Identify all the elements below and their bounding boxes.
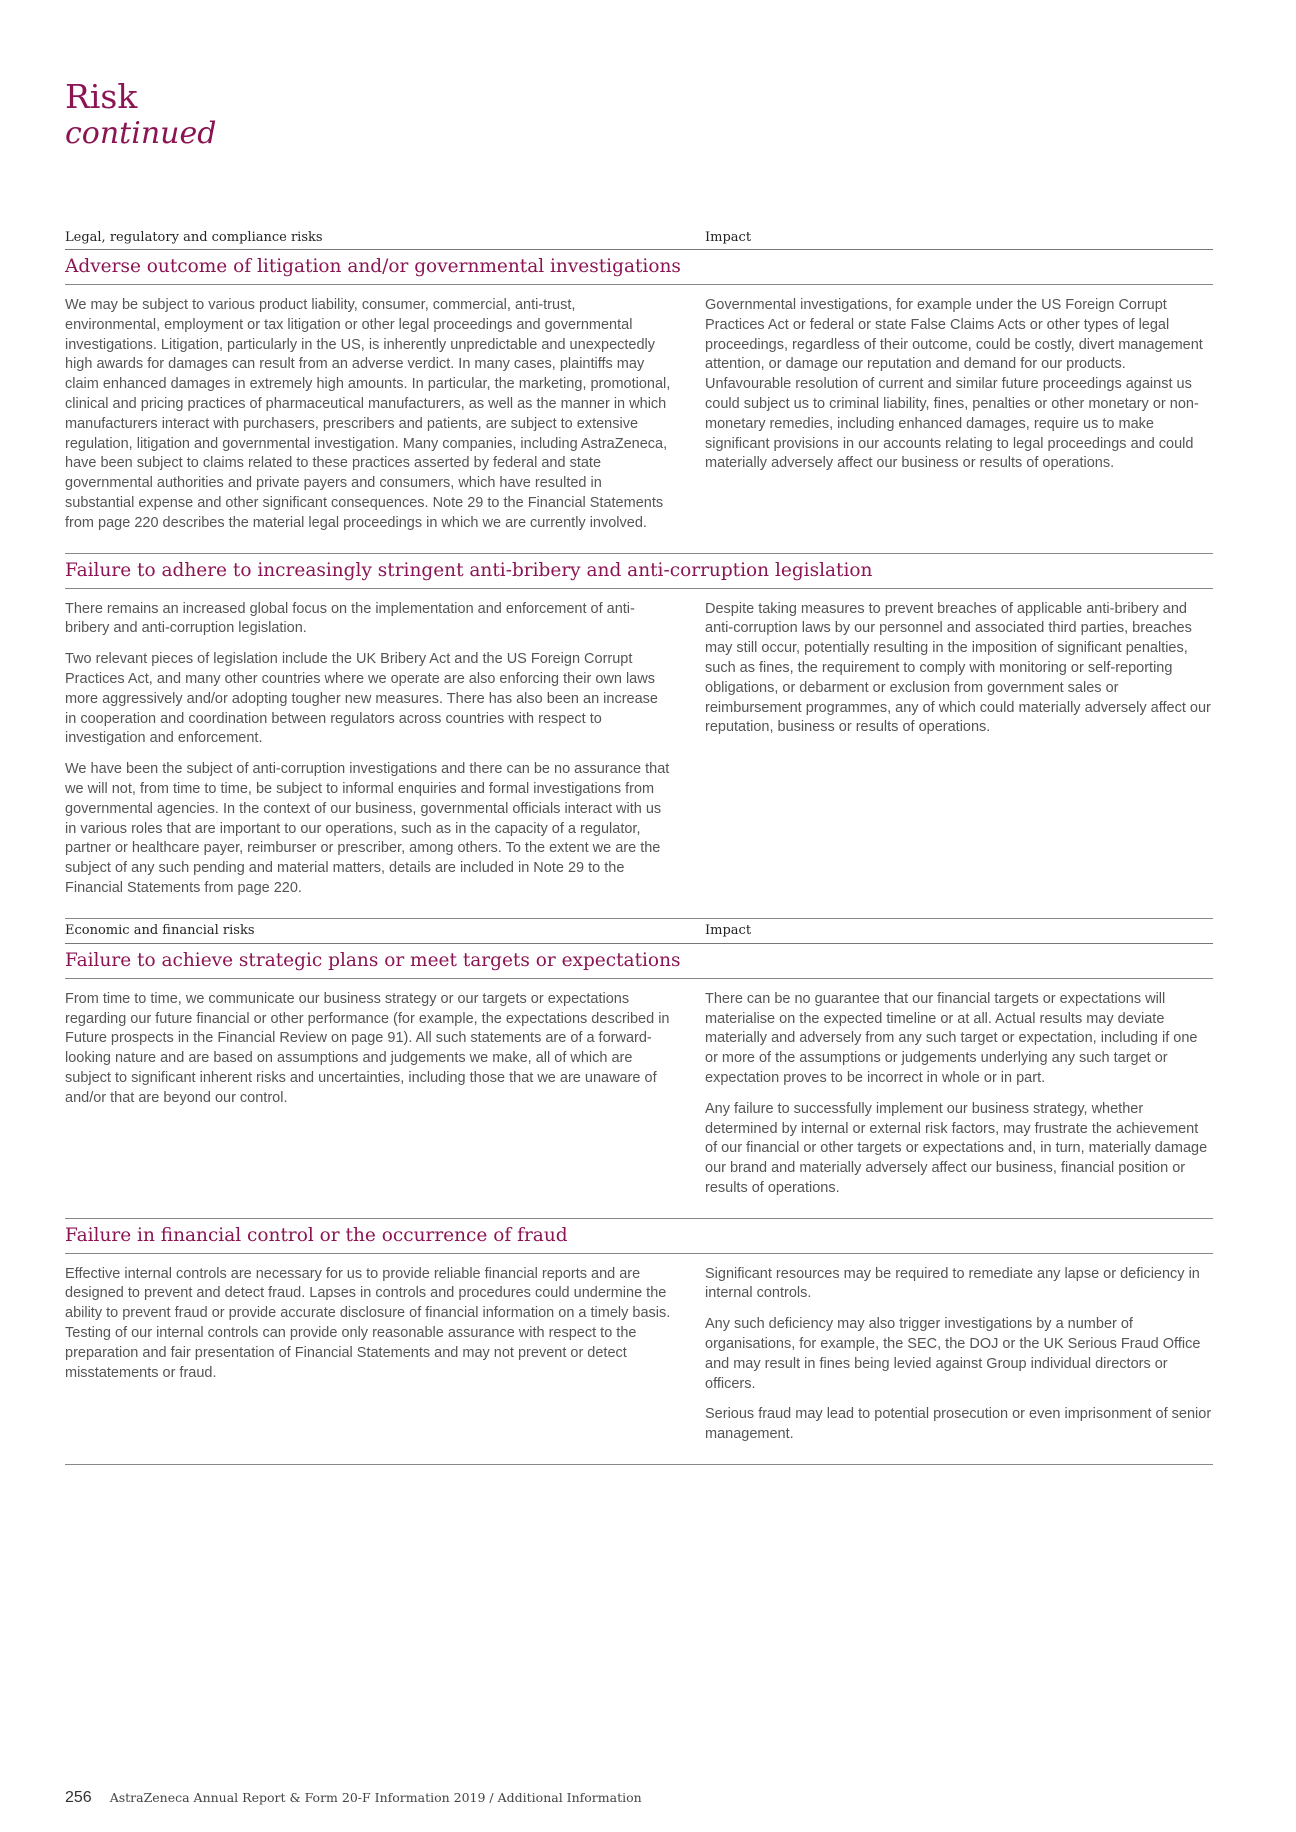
- page-footer: [65, 1789, 642, 1807]
- paragraph: Any such deficiency may also trigger investigations by a number of organisations, for example, the SEC, the DOJ or the UK Serious Fraud Office and may result in fines being levied against Group individual directors or officers.: [705, 1316, 1201, 1392]
- publication-title: AstraZeneca Annual Report & Form 20-F Information 2019 / Additional Information: [109, 1790, 642, 1805]
- risk-description: [65, 296, 673, 545]
- paragraph: From time to time, we communicate our business strategy or our targets or expectations regarding our future financial or other performance (for example, the expectations described in Future prospects in the Financial Review on page 91). All such statements are of a forward-looking nature and are based on assumptions and judgements we make, all of which are subject to significant inherent risks and uncertainties, including those that we are unaware of and/or that are beyond our control.: [65, 990, 670, 1106]
- risk-section-anti-bribery: [65, 554, 1213, 919]
- category-header-legal: [65, 225, 1213, 250]
- page-subtitle: continued: [65, 116, 217, 151]
- risk-title: Adverse outcome of litigation and/or governmental investigations: [65, 250, 1213, 285]
- paragraph: Despite taking measures to prevent breaches of applicable anti-bribery and anti-corruption laws by our personnel and associated third parties, breaches may still occur, potentially resulting in the imposition of significant penalties, such as fines, the requirement to comply with monitoring or self-reporting obligations, or debarment or exclusion from government sales or reimbursement programmes, any of which could materially adversely affect our reputation, business or results of operations.: [705, 600, 1211, 736]
- risk-body: [65, 1254, 1213, 1465]
- paragraph: Serious fraud may lead to potential prosecution or even imprisonment of senior management.: [705, 1406, 1212, 1443]
- risk-description: [65, 1265, 673, 1456]
- risk-body: [65, 979, 1213, 1219]
- risk-description: [65, 990, 673, 1210]
- paragraph: There can be no guarantee that our financial targets or expectations will materialise on the expected timeline or at all. Actual results may deviate materially and adversely from any such target or expectation, including if one or more of the assumptions or judgements underlying any such target or expectation proves to be incorrect in whole or in part.: [705, 990, 1198, 1086]
- paragraph: Two relevant pieces of legislation include the UK Bribery Act and the US Foreign Corrupt Practices Act, and many other countries where we operate are also enforcing their own laws more aggressively and/or adopting tougher new measures. There has also been an increase in cooperation and coordination between regulators across countries with respect to investigation and enforcement.: [65, 651, 658, 747]
- risk-title: Failure to adhere to increasingly stringent anti-bribery and anti-corruption legislation: [65, 554, 1213, 589]
- risk-impact: [705, 990, 1213, 1210]
- risk-description: [65, 600, 673, 910]
- risk-section-litigation: [65, 250, 1213, 554]
- risk-title: Failure in financial control or the occurrence of fraud: [65, 1219, 1213, 1254]
- category-header-economic: [65, 919, 1213, 944]
- risk-impact: [705, 1265, 1213, 1456]
- category-label: Economic and financial risks: [65, 923, 255, 939]
- paragraph: Effective internal controls are necessary for us to provide reliable financial reports and are designed to prevent and detect fraud. Lapses in controls and procedures could undermine the ability to prevent fraud or provide accurate disclosure of financial information on a timely basis. Testing of our internal controls can provide only reasonable assurance with respect to the preparation and fair presentation of Financial Statements and may not prevent or detect misstatements or fraud.: [65, 1265, 671, 1381]
- impact-label: Impact: [705, 229, 752, 245]
- page-header: [65, 78, 216, 152]
- page-title: Risk: [65, 77, 138, 116]
- category-label: Legal, regulatory and compliance risks: [65, 229, 323, 245]
- impact-label: Impact: [705, 923, 752, 939]
- paragraph: Governmental investigations, for example under the US Foreign Corrupt Practices Act or federal or state False Claims Acts or other types of legal proceedings, regardless of their outcome, could be costly, divert management attention, or damage our reputation and demand for our products. Unfavourable resolution of current and similar future proceedings against us could subject us to criminal liability, fines, penalties or other monetary or non-monetary remedies, including enhanced damages, require us to make significant provisions in our accounts relating to legal proceedings and could materially adversely affect our business or results of operations.: [705, 297, 1203, 472]
- risk-body: [65, 589, 1213, 919]
- paragraph: We may be subject to various product liability, consumer, commercial, anti-trust, environmental, employment or tax litigation or other legal proceedings and governmental investigations. Litigation, particularly in the US, is inherently unpredictable and unexpectedly high awards for damages can result from an adverse verdict. In many cases, plaintiffs may claim enhanced damages in extremely high amounts. In particular, the marketing, promotional, clinical and pricing practices of pharmaceutical manufacturers, as well as the manner in which manufacturers interact with purchasers, prescribers and patients, are subject to extensive regulation, litigation and governmental investigation. Many companies, including AstraZeneca, have been subject to claims related to these practices asserted by federal and state governmental authorities and private payers and consumers, which have resulted in substantial expense and other significant consequences. Note 29 to the Financial Statements from page 220 describes the material legal proceedings in which we are currently involved.: [65, 297, 671, 531]
- paragraph: Any failure to successfully implement our business strategy, whether determined by internal or external risk factors, may frustrate the achievement of our financial or other targets or expectations and, in turn, materially damage our brand and materially adversely affect our business, financial position or results of operations.: [705, 1100, 1208, 1196]
- risk-table: [65, 225, 1213, 1465]
- page-number: 256: [65, 1789, 92, 1806]
- paragraph: We have been the subject of anti-corruption investigations and there can be no assurance that we will not, from time to time, be subject to informal enquiries and formal investigations from governmental agencies. In the context of our business, governmental officials interact with us in various roles that are important to our operations, such as in the capacity of a regulator, partner or healthcare payer, reimburser or prescriber, among others. To the extent we are the subject of any such pending and material matters, details are included in Note 29 to the Financial Statements from page 220.: [65, 761, 670, 896]
- risk-section-strategic-plans: [65, 944, 1213, 1219]
- risk-section-financial-control: [65, 1219, 1213, 1465]
- paragraph: Significant resources may be required to remediate any lapse or deficiency in internal controls.: [705, 1265, 1200, 1302]
- risk-title: Failure to achieve strategic plans or meet targets or expectations: [65, 944, 1213, 979]
- paragraph: There remains an increased global focus on the implementation and enforcement of anti-bribery and anti-corruption legislation.: [65, 600, 635, 637]
- risk-impact: [705, 600, 1213, 910]
- risk-impact: [705, 296, 1213, 545]
- risk-body: [65, 285, 1213, 554]
